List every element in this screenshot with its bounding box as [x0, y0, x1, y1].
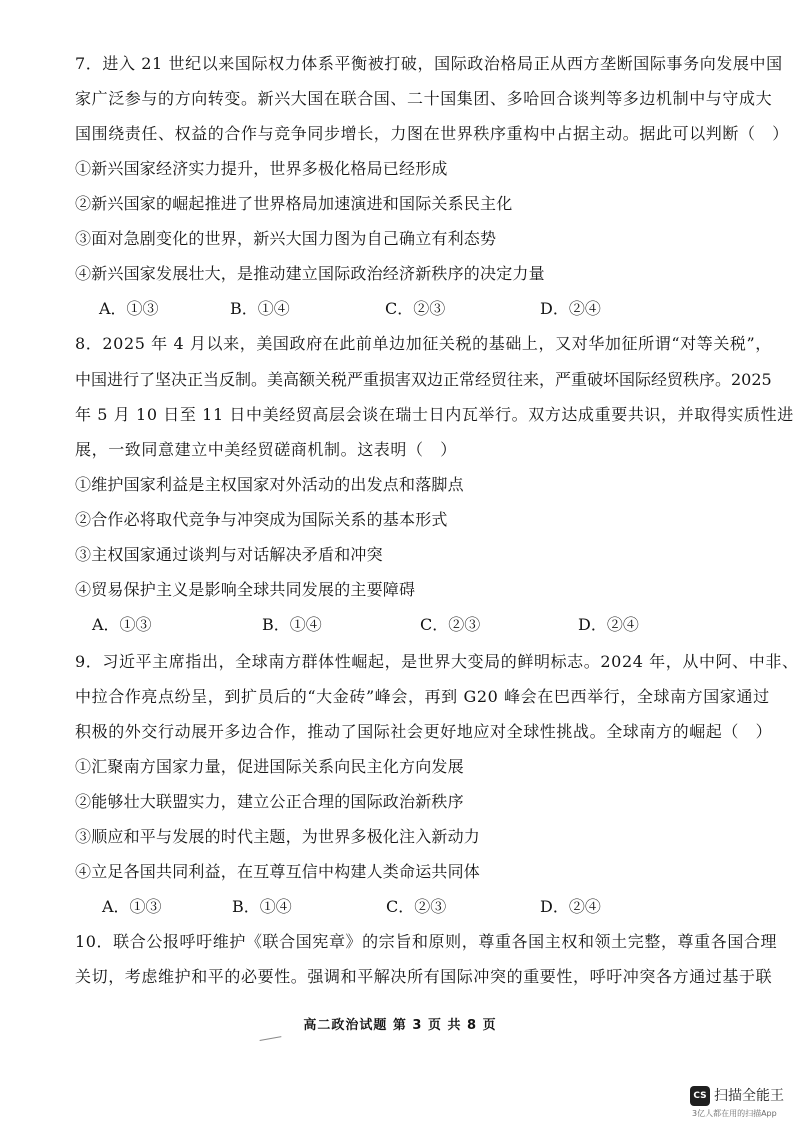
question-9-item: ①汇聚南方国家力量，促进国际关系向民主化方向发展: [75, 757, 464, 776]
question-7-item: ④新兴国家发展壮大，是推动建立国际政治经济新秩序的决定力量: [75, 264, 545, 283]
question-7-item: ②新兴国家的崛起推进了世界格局加速演进和国际关系民主化: [75, 194, 513, 213]
question-7-item: ①新兴国家经济实力提升，世界多极化格局已经形成: [75, 159, 448, 178]
scanner-watermark: [690, 1084, 794, 1124]
question-7-option-d: D．②④: [540, 299, 601, 318]
question-7-stem-line: 家广泛参与的方向转变。新兴大国在联合国、二十国集团、多哈回合谈判等多边机制中与守成大: [75, 89, 773, 108]
question-8-option-a: A．①③: [92, 615, 152, 634]
question-7-item: ③面对急剧变化的世界，新兴大国力图为自己确立有利态势: [75, 229, 497, 248]
question-8-item: ③主权国家通过谈判与对话解决矛盾和冲突: [75, 545, 383, 564]
question-8-stem-line: 年 5 月 10 日至 11 日中美经贸高层会谈在瑞士日内瓦举行。双方达成重要共识，并取得实质性进: [75, 405, 794, 424]
question-9-option-d: D．②④: [540, 897, 601, 916]
question-8-item: ④贸易保护主义是影响全球共同发展的主要障碍: [75, 580, 416, 599]
question-9-option-c: C．②③: [386, 897, 447, 916]
question-8-stem-line: 8．2025 年 4 月以来，美国政府在此前单边加征关税的基础上，又对华加征所谓“对等关税”，: [75, 334, 772, 353]
question-10-stem-line: 关切，考虑维护和平的必要性。强调和平解决所有国际冲突的重要性，呼吁冲突各方通过基于联: [75, 967, 773, 986]
question-7-option-b: B．①④: [230, 299, 290, 318]
question-9-item: ③顺应和平与发展的时代主题，为世界多极化注入新动力: [75, 827, 481, 846]
question-8-item: ②合作必将取代竞争与冲突成为国际关系的基本形式: [75, 510, 448, 529]
question-7-stem-line: 7．进入 21 世纪以来国际权力体系平衡被打破，国际政治格局正从西方垄断国际事务向发展中国: [75, 54, 783, 73]
question-9-stem-line: 中拉合作亮点纷呈，到扩员后的“大金砖”峰会，再到 G20 峰会在巴西举行，全球南方国家通过: [75, 687, 770, 706]
question-8-item: ①维护国家利益是主权国家对外活动的出发点和落脚点: [75, 475, 464, 494]
question-7-stem-line: 国围绕责任、权益的合作与竞争同步增长，力图在世界秩序重构中占据主动。据此可以判断（ ）: [75, 124, 789, 143]
page-footer: 高二政治试题 第 3 页 共 8 页: [303, 1018, 497, 1033]
question-8-option-b: B．①④: [262, 615, 322, 634]
question-10-stem-line: 10．联合公报呼吁维护《联合国宪章》的宗旨和原则，尊重各国主权和领土完整，尊重各国合理: [75, 932, 778, 951]
question-9-item: ④立足各国共同利益，在互尊互信中构建人类命运共同体: [75, 862, 481, 881]
question-8-stem-line: 中国进行了坚决正当反制。美高额关税严重损害双边正常经贸往来，严重破坏国际经贸秩序。2025: [75, 370, 772, 389]
question-8-stem-line: 展，一致同意建立中美经贸磋商机制。这表明（ ）: [75, 440, 457, 459]
question-8-option-c: C．②③: [420, 615, 481, 634]
camscanner-logo-icon: CS: [690, 1086, 710, 1106]
watermark-brand-name: 扫描全能王: [714, 1088, 784, 1104]
question-8-option-d: D．②④: [578, 615, 639, 634]
question-7-option-c: C．②③: [385, 299, 446, 318]
question-7-option-a: A．①③: [99, 299, 159, 318]
question-9-option-a: A．①③: [102, 897, 162, 916]
watermark-tagline: 3亿人都在用的扫描App: [692, 1109, 777, 1118]
question-9-stem-line: 9．习近平主席指出，全球南方群体性崛起，是世界大变局的鲜明标志。2024 年，从中阿、中非、: [75, 652, 799, 671]
pen-mark: [260, 1036, 283, 1047]
question-9-item: ②能够壮大联盟实力，建立公正合理的国际政治新秩序: [75, 792, 464, 811]
question-9-stem-line: 积极的外交行动展开多边合作，推动了国际社会更好地应对全球性挑战。全球南方的崛起（ ）: [75, 722, 773, 741]
question-9-option-b: B．①④: [232, 897, 292, 916]
